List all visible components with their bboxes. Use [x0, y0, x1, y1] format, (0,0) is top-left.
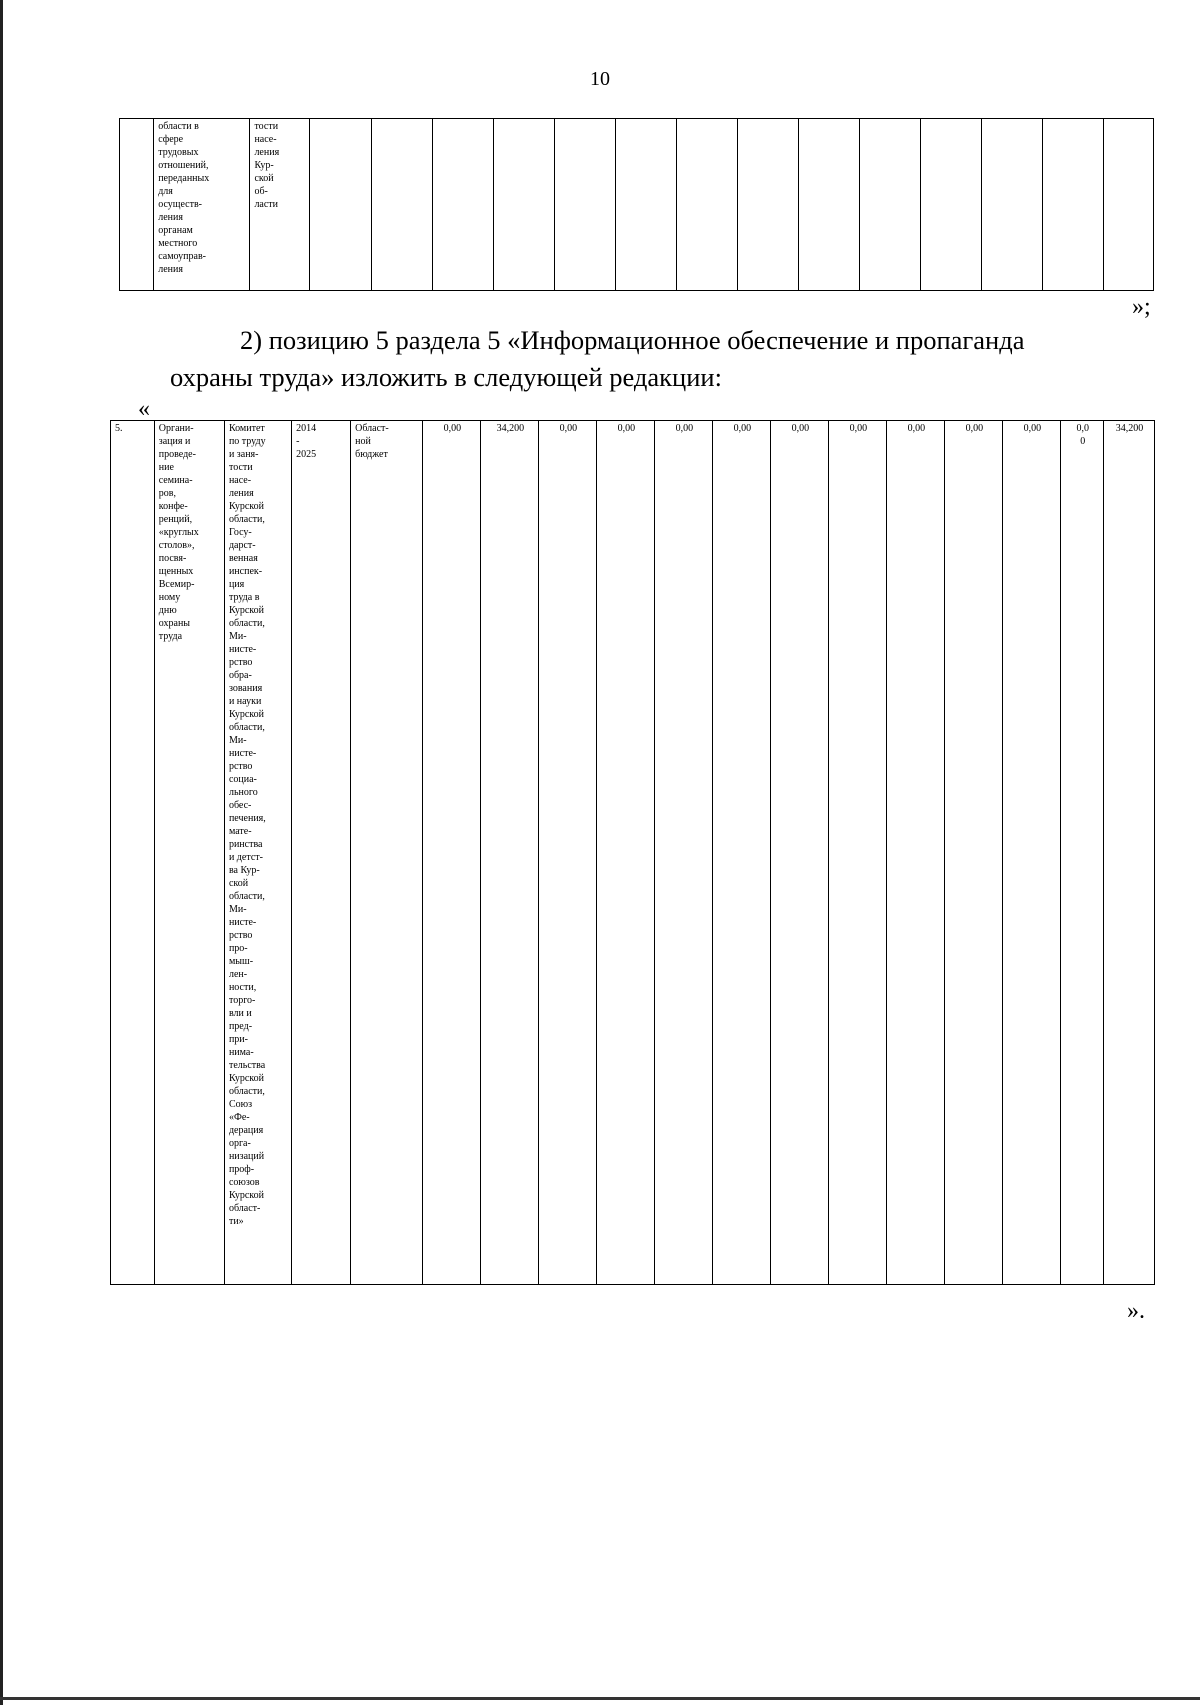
- continuation-table: [119, 118, 1154, 291]
- page-left-border: [0, 0, 3, 1705]
- position-funding-source: Област- ной бюджет: [351, 421, 423, 1285]
- table-cell-empty: [859, 119, 920, 291]
- table-cell-empty: [920, 119, 981, 291]
- position-value: 0,00: [1003, 421, 1061, 1285]
- position-name: Органи- зация и проведе- ние семина- ров, конфе- ренций, «круглых столов», посвя- щенных Всемир- ному дню охраны труда: [154, 421, 224, 1285]
- position-value-total: 34,200: [1104, 421, 1155, 1285]
- page-bottom-border: [0, 1697, 1200, 1700]
- position-value: 0,00: [829, 421, 887, 1285]
- table-cell-executor: тости насе- ления Кур- ской об- ласти: [250, 119, 310, 291]
- table-cell-empty: [1042, 119, 1103, 291]
- table-cell-empty: [494, 119, 555, 291]
- closing-quote-mark-end: ».: [1127, 1298, 1145, 1324]
- table-cell-empty: [616, 119, 677, 291]
- position-value: 0,00: [887, 421, 945, 1285]
- position-value: 0,0 0: [1061, 421, 1104, 1285]
- position-executors: Комитет по труду и заня- тости насе- ления Курской области, Госу- дарст- венная инспек- ция труда в Курской области, Ми- нисте- рство обра- зования и науки Курской области, Ми- нисте- рство социа- льного обес- печения, мате- ринства и детст- ва Кур- ской области, Ми- нисте- рство про- мыш- лен- ности, торго- вли и пред- при- нима- тельства Курской области, Союз «Фе- дерация орга- низаций проф- союзов Курской област- ти»: [224, 421, 291, 1285]
- table-cell-empty: [372, 119, 433, 291]
- opening-quote-mark: «: [138, 396, 150, 422]
- position-value: 34,200: [481, 421, 539, 1285]
- position-value: 0,00: [655, 421, 713, 1285]
- position-period: 2014 - 2025: [292, 421, 351, 1285]
- instruction-paragraph: 2) позицию 5 раздела 5 «Информационное обеспечение и пропаганда охраны труда» изложить в следующей редакции:: [170, 325, 1025, 393]
- table-row: [120, 119, 1154, 291]
- position-table: [110, 420, 1155, 1285]
- table-row: [111, 421, 1155, 1285]
- table-cell-empty: [677, 119, 738, 291]
- table-cell-empty: [981, 119, 1042, 291]
- table-cell-name: области в сфере трудовых отношений, переданных для осуществ- ления органам местного самоуправ- ления: [154, 119, 250, 291]
- position-value: 0,00: [945, 421, 1003, 1285]
- table-cell-empty: [555, 119, 616, 291]
- position-value: 0,00: [423, 421, 481, 1285]
- position-value: 0,00: [597, 421, 655, 1285]
- closing-quote-mark: »;: [1132, 294, 1151, 320]
- table-cell-empty: [737, 119, 798, 291]
- position-number: 5.: [111, 421, 155, 1285]
- table-cell-empty: [433, 119, 494, 291]
- position-value: 0,00: [539, 421, 597, 1285]
- table-cell: [120, 119, 154, 291]
- page-number: 10: [590, 68, 610, 90]
- table-cell-empty: [798, 119, 859, 291]
- table-cell-empty: [310, 119, 372, 291]
- position-value: 0,00: [771, 421, 829, 1285]
- table-cell-empty: [1103, 119, 1153, 291]
- position-value: 0,00: [713, 421, 771, 1285]
